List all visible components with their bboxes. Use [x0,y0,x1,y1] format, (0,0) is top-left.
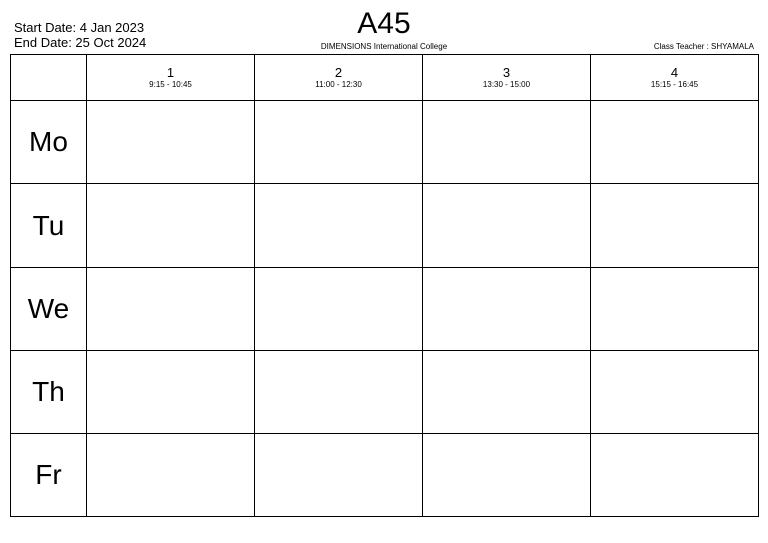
lesson-cell [87,268,255,351]
timetable [10,54,759,517]
period-time: 9:15 - 10:45 [149,80,192,89]
lesson-cell [87,351,255,434]
lesson-cell [423,184,591,268]
day-row-we [11,268,759,351]
period-time: 11:00 - 12:30 [315,80,362,89]
class-title: A45 [357,7,411,40]
day-label: Fr [11,434,87,517]
period-1-header [87,55,255,101]
period-header-row [11,55,759,101]
day-row-mo [11,101,759,184]
lesson-cell [423,101,591,184]
lesson-cell [87,434,255,517]
start-date-text: Start Date: 4 Jan 2023 [14,20,145,35]
day-label: Th [11,351,87,434]
lesson-cell [591,101,759,184]
period-time: 13:30 - 15:00 [482,80,531,89]
day-row-fr [11,434,759,517]
lesson-cell [591,268,759,351]
lesson-cell [255,101,423,184]
period-number: 3 [502,65,511,80]
lesson-cell [255,268,423,351]
lesson-cell [255,434,423,517]
lesson-cell [423,351,591,434]
lesson-cell [255,184,423,268]
period-3-header [423,55,591,101]
period-4-header [591,55,759,101]
lesson-cell [423,268,591,351]
lesson-cell [255,351,423,434]
day-label: We [11,268,87,351]
lesson-cell [591,434,759,517]
period-number: 4 [670,65,679,80]
day-label: Mo [11,101,87,184]
day-row-th [11,351,759,434]
lesson-cell [423,434,591,517]
class-teacher: Class Teacher : SHYAMALA [653,42,754,51]
lesson-cell [591,351,759,434]
period-number: 2 [334,65,343,80]
lesson-cell [87,101,255,184]
period-2-header [255,55,423,101]
corner-cell [11,55,87,101]
college-name: DIMENSIONS International College [320,42,448,51]
lesson-cell [591,184,759,268]
lesson-cell [87,184,255,268]
end-date-text: End Date: 25 Oct 2024 [14,35,147,50]
period-time: 15:15 - 16:45 [650,80,699,89]
day-row-tu [11,184,759,268]
period-number: 1 [166,65,175,80]
day-label: Tu [11,184,87,268]
